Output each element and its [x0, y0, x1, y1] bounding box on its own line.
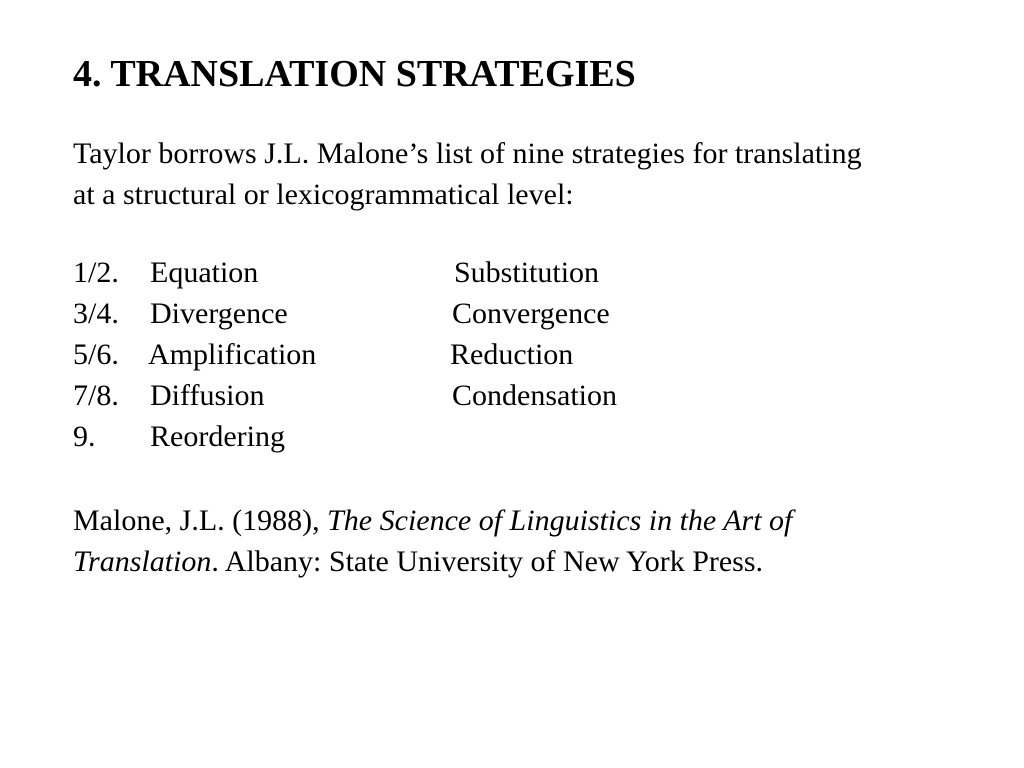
reference-publisher: . Albany: State University of New York Press. — [211, 545, 764, 578]
strategy-first: Diffusion — [150, 379, 265, 412]
reference-line-1 — [73, 500, 993, 541]
reference-title-part-2: Translation — [73, 545, 212, 578]
strategy-first: Amplification — [148, 338, 317, 371]
intro-line-2: at a structural or lexicogrammatical level: — [73, 178, 574, 211]
strategy-second: Convergence — [452, 297, 610, 330]
slide-title: 4. TRANSLATION STRATEGIES — [73, 53, 636, 95]
reference-author-year: Malone, J.L. (1988), — [73, 504, 328, 537]
strategy-first: Divergence — [150, 297, 288, 330]
reference-title-part-1: The Science of Linguistics in the Art of — [327, 504, 793, 537]
strategy-second: Reduction — [450, 338, 574, 371]
reference-citation — [73, 500, 993, 582]
strategy-number: 9. — [73, 420, 96, 453]
strategy-first: Equation — [150, 256, 259, 289]
strategy-second: Substitution — [454, 256, 600, 289]
intro-line-1: Taylor borrows J.L. Malone’s list of nine strategies for translating — [73, 137, 862, 170]
strategy-number: 5/6. — [73, 338, 119, 371]
intro-paragraph — [73, 133, 993, 215]
strategy-number: 3/4. — [73, 297, 119, 330]
strategy-number: 1/2. — [73, 256, 119, 289]
strategy-number: 7/8. — [73, 379, 119, 412]
strategy-second: Condensation — [452, 379, 617, 412]
reference-line-2 — [73, 541, 993, 582]
strategy-first: Reordering — [150, 420, 285, 453]
